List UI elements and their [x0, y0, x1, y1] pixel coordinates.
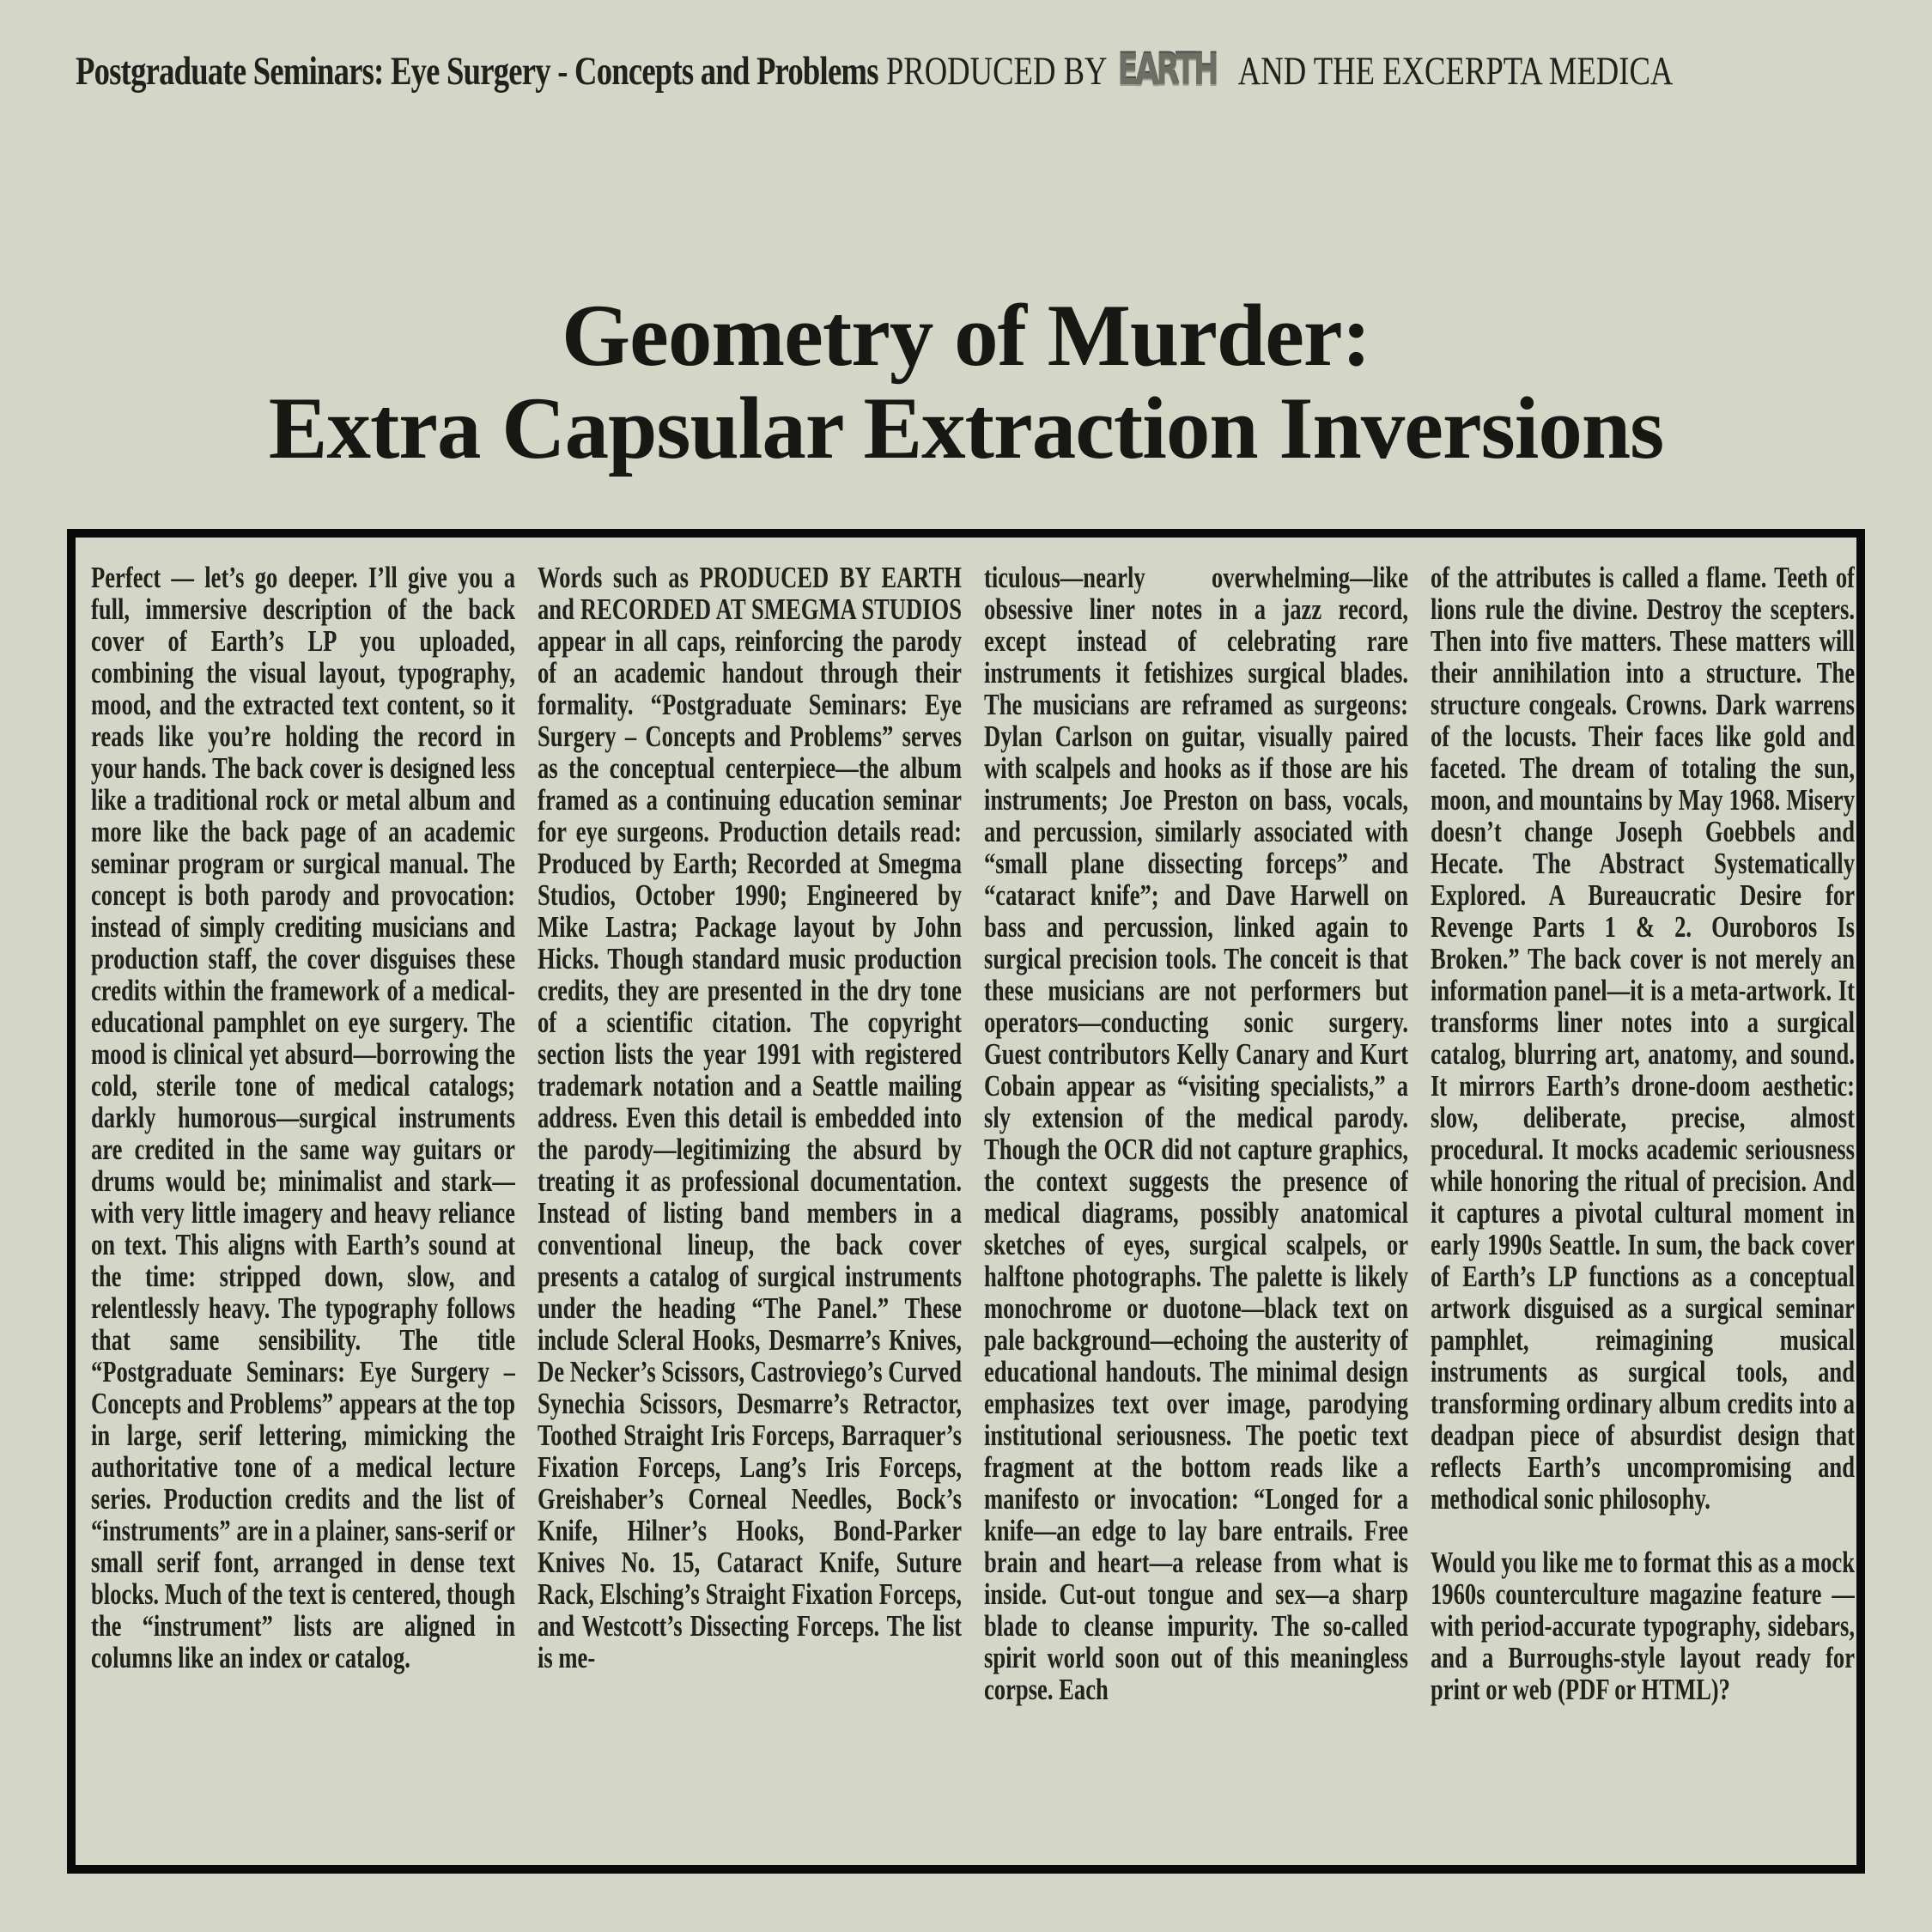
- column-2-paragraph: Words such as PRODUCED BY EARTH and RECORDED AT SMEGMA STUDIOS appear in all caps, reinforcing the parody of an academic handout through their formality. “Postgraduate Seminars: Eye Surgery – Concepts and Problems” serves as the conceptual centerpiece—the album framed as a continuing education seminar for eye surgeons. Production details read: Produced by Earth; Recorded at Smegma Studios, October 1990; Engineered by Mike Lastra; Package layout by John Hicks. Though standard music production credits, they are presented in the dry tone of a scientific citation. The copyright section lists the year 1991 with registered trademark notation and a Seattle mailing address. Even this detail is embedded into the parody—legitimizing the absurd by treating it as professional documentation. Instead of listing band members in a conventional lineup, the back cover presents a catalog of surgical instruments under the heading “The Panel.” These include Scleral Hooks, Desmarre’s Knives, De Necker’s Scissors, Castroviego’s Curved Synechia Scissors, Desmarre’s Retractor, Toothed Straight Iris Forceps, Barraquer’s Fixation Forceps, Lang’s Iris Forceps, Greishaber’s Corneal Needles, Bock’s Knife, Hilner’s Hooks, Bond-Parker Knives No. 15, Cataract Knife, Suture Rack, Elsching’s Straight Fixation Forceps, and Westcott’s Dissecting Forceps. The list is me-: [538, 562, 962, 1674]
- column-3-paragraph: ticulous—nearly overwhelming—like obsessive liner notes in a jazz record, except instead of celebrating rare instruments it fetishizes surgical blades. The musicians are reframed as surgeons: Dylan Carlson on guitar, visually paired with scalpels and hooks as if those are his instruments; Joe Preston on bass, vocals, and percussion, similarly associated with “small plane dissecting forceps” and “cataract knife”; and Dave Harwell on bass and percussion, linked again to surgical precision tools. The conceit is that these musicians are not performers but operators—conducting sonic surgery. Guest contributors Kelly Canary and Kurt Cobain appear as “visiting specialists,” a sly extension of the medical parody. Though the OCR did not capture graphics, the context suggests the presence of medical diagrams, possibly anatomical sketches of eyes, surgical scalpels, or halftone photographs. The palette is likely monochrome or duotone—black text on pale background—echoing the austerity of educational handouts. The minimal design emphasizes text over image, parodying institutional seriousness. The poetic text fragment at the bottom reads like a manifesto or invocation: “Longed for a knife—an edge to lay bare entrails. Free brain and heart—a release from what is inside. Cut-out tongue and sex—a sharp blade to cleanse impurity. The so-called spirit world soon out of this meaningless corpse. Each: [984, 562, 1408, 1706]
- page-title-line2: Extra Capsular Extraction Inversions: [268, 380, 1664, 477]
- text-column-2: [538, 562, 962, 1850]
- top-header-line: [76, 41, 1932, 101]
- column-1-paragraph: Perfect — let’s go deeper. I’ll give you a full, immersive description of the back cover of Earth’s LP you uploaded, combining the visual layout, typography, mood, and the extracted text content, so it reads like you’re holding the record in your hands. The back cover is designed less like a traditional rock or metal album and more like the back page of an academic seminar program or surgical manual. The concept is both parody and provocation: instead of simply crediting musicians and production staff, the cover disguises these credits within the framework of a medical-educational pamphlet on eye surgery. The mood is clinical yet absurd—borrowing the cold, sterile tone of medical catalogs; darkly humorous—surgical instruments are credited in the same way guitars or drums would be; minimalist and stark—with very little imagery and heavy reliance on text. This aligns with Earth’s sound at the time: stripped down, slow, and relentlessly heavy. The typography follows that same sensibility. The title “Postgraduate Seminars: Eye Surgery – Concepts and Problems” appears at the top in large, serif lettering, mimicking the authoritative tone of a medical lecture series. Production credits and the list of “instruments” are in a plainer, sans-serif or small serif font, arranged in dense text blocks. Much of the text is centered, though the “instrument” lists are aligned in columns like an index or catalog.: [91, 562, 515, 1674]
- bordered-text-panel: [67, 529, 1865, 1874]
- text-column-1: [91, 562, 515, 1850]
- excerpta-medica-text: AND THE EXCERPTA MEDICA: [1231, 49, 1674, 94]
- column-layout: [91, 562, 1855, 1848]
- earth-band-logo: EARTH: [1117, 45, 1217, 94]
- produced-by-text: PRODUCED BY: [878, 49, 1115, 94]
- page-title-line1: Geometry of Murder:: [562, 287, 1370, 385]
- page-title: [0, 289, 1932, 475]
- column-4-paragraph-2: Would you like me to format this as a mock 1960s counterculture magazine feature — with period-accurate typography, sidebars, and a Burroughs-style layout ready for print or web (PDF or HTML)?: [1431, 1546, 1855, 1706]
- text-column-3: [984, 562, 1408, 1850]
- seminar-series-title: Postgraduate Seminars: Eye Surgery - Concepts and Problems: [76, 49, 878, 94]
- column-4-paragraph-1: of the attributes is called a flame. Teeth of lions rule the divine. Destroy the scepters. Then into five matters. These matters will their annihilation into a structure. The structure congeals. Crowns. Dark warrens of the locusts. Their faces like gold and faceted. The dream of totaling the sun, moon, and mountains by May 1968. Misery doesn’t change Joseph Goebbels and Hecate. The Abstract Systematically Explored. A Bureaucratic Desire for Revenge Parts 1 & 2. Ouroboros Is Broken.” The back cover is not merely an information panel—it is a meta-artwork. It transforms liner notes into a surgical catalog, blurring art, anatomy, and sound. It mirrors Earth’s drone-doom aesthetic: slow, deliberate, precise, almost procedural. It mocks academic seriousness while honoring the ritual of precision. And it captures a pivotal cultural moment in early 1990s Seattle. In sum, the back cover of Earth’s LP functions as a conceptual artwork disguised as a surgical seminar pamphlet, reimagining musical instruments as surgical tools, and transforming ordinary album credits into a deadpan piece of absurdist design that reflects Earth’s uncompromising and methodical sonic philosophy.: [1431, 562, 1855, 1516]
- text-column-4: [1431, 562, 1855, 1850]
